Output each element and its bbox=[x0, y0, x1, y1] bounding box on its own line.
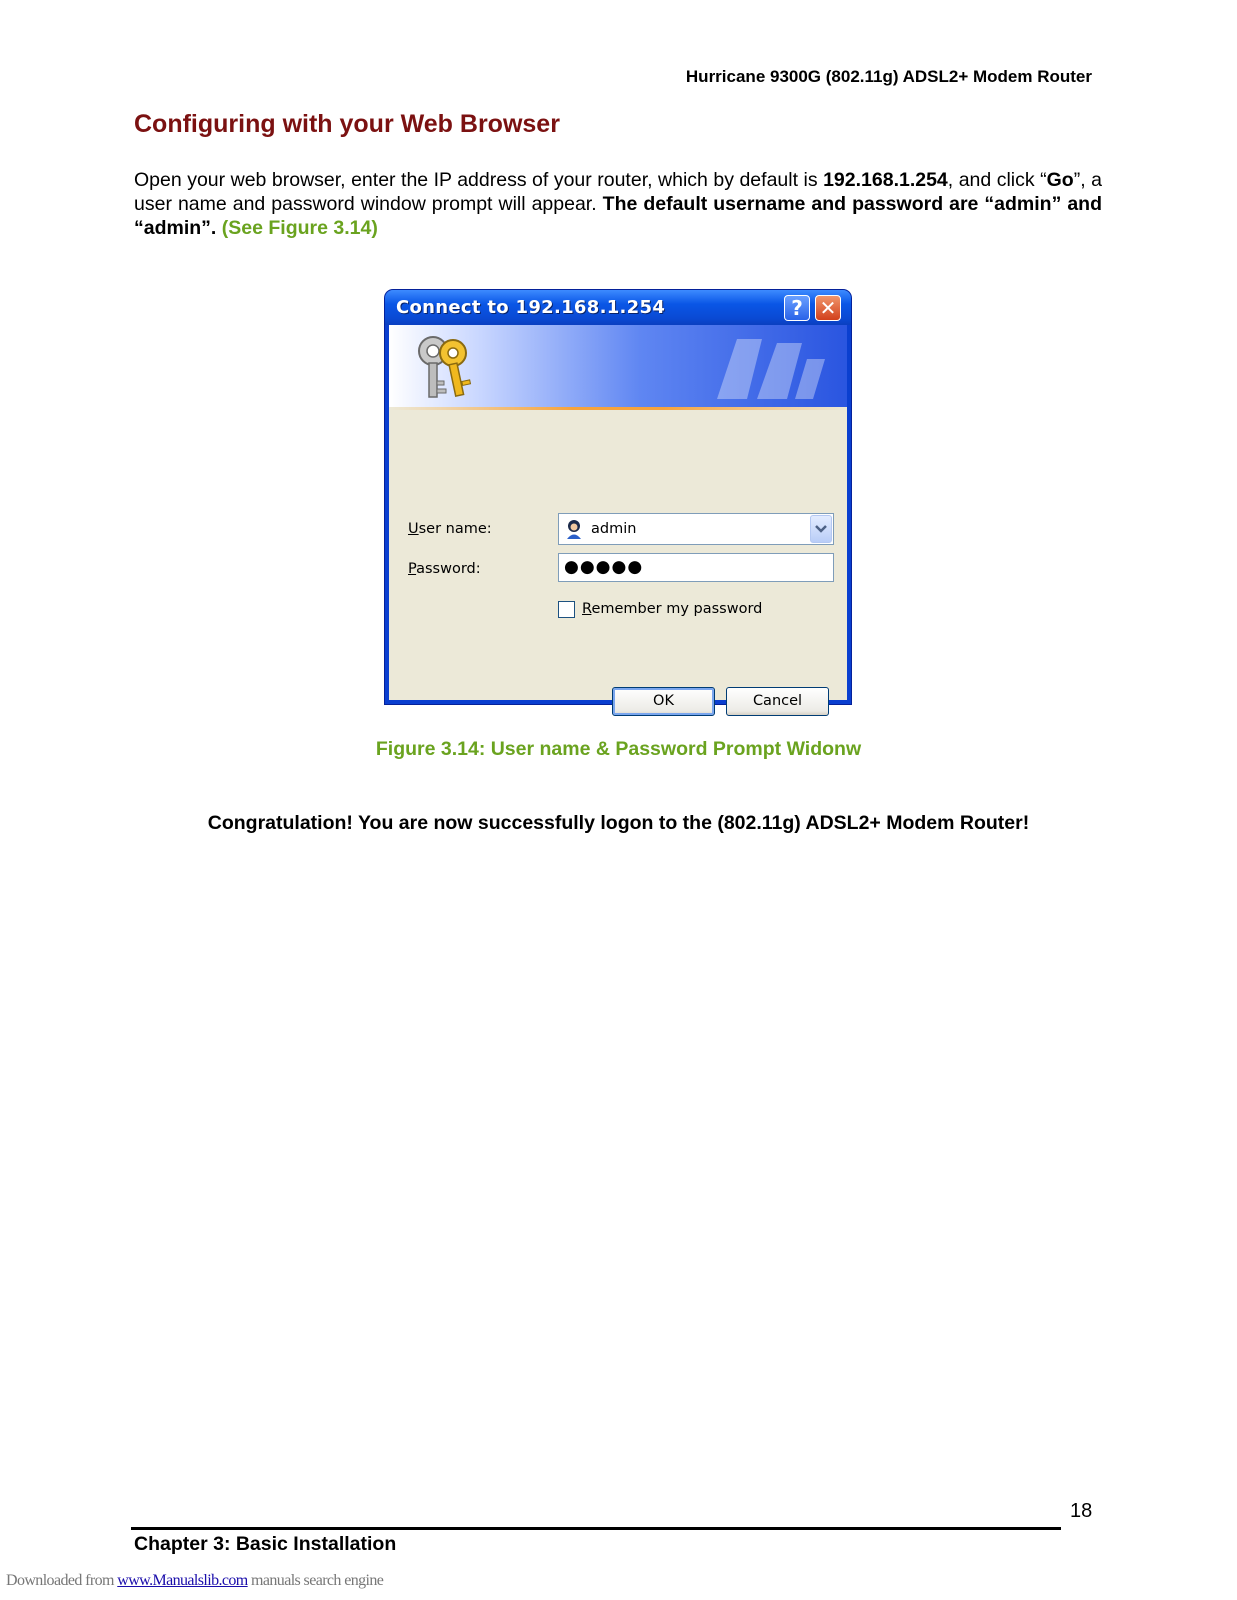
password-input[interactable] bbox=[558, 553, 834, 582]
default-credentials: The default username and password are “admin” and “admin”. bbox=[134, 193, 1103, 239]
password-label bbox=[408, 561, 481, 577]
intro-text-1: Open your web browser, enter the IP address of your router, which by default is bbox=[134, 169, 824, 191]
dialog-titlebar[interactable] bbox=[385, 290, 851, 325]
intro-text-2: , and click “ bbox=[947, 169, 1047, 191]
chevron-down-icon bbox=[811, 516, 831, 542]
remember-password-label[interactable] bbox=[582, 601, 762, 617]
remember-label-rest: emember my password bbox=[591, 601, 763, 617]
section-title: Configuring with your Web Browser bbox=[134, 110, 560, 138]
password-label-accel: P bbox=[408, 561, 417, 577]
footer-rule bbox=[131, 1527, 1061, 1530]
go-word: Go bbox=[1046, 169, 1074, 191]
password-mask: ●●●●● bbox=[564, 557, 644, 577]
download-suffix: manuals search engine bbox=[247, 1572, 384, 1589]
ok-button[interactable]: OK bbox=[612, 687, 715, 716]
figure-caption: Figure 3.14: User name & Password Prompt Widonw bbox=[375, 738, 862, 760]
username-label-rest: ser name: bbox=[418, 521, 492, 537]
intro-text-3: ”, a user name and password window prompt will appear. bbox=[134, 169, 1102, 215]
password-label-rest: assword: bbox=[416, 561, 481, 577]
page-number: 18 bbox=[1070, 1500, 1093, 1522]
intro-paragraph bbox=[134, 168, 1102, 240]
username-dropdown-button[interactable] bbox=[810, 515, 832, 543]
dialog-banner bbox=[389, 325, 847, 407]
remember-label-accel: R bbox=[582, 601, 592, 617]
cancel-button[interactable]: Cancel bbox=[726, 687, 829, 716]
username-value: admin bbox=[591, 521, 637, 537]
username-label bbox=[408, 521, 492, 537]
congratulation-message: Congratulation! You are now successfully logon to the (802.11g) ADSL2+ Modem Router! bbox=[207, 812, 1030, 834]
banner-decoration-icon bbox=[707, 329, 827, 405]
remember-password-checkbox[interactable] bbox=[558, 601, 575, 618]
manualslib-link[interactable]: www.Manualslib.com bbox=[117, 1572, 248, 1589]
running-header: Hurricane 9300G (802.11g) ADSL2+ Modem Router bbox=[685, 67, 1092, 86]
banner-accent-line bbox=[389, 407, 847, 410]
username-combobox[interactable] bbox=[558, 513, 834, 545]
download-note bbox=[6, 1572, 383, 1590]
default-ip: 192.168.1.254 bbox=[823, 169, 948, 191]
download-prefix: Downloaded from bbox=[6, 1572, 118, 1589]
keys-icon bbox=[411, 331, 477, 403]
login-dialog bbox=[385, 290, 851, 709]
close-button[interactable]: ✕ bbox=[815, 295, 841, 321]
figure-reference: (See Figure 3.14) bbox=[221, 217, 378, 239]
username-label-accel: U bbox=[408, 521, 419, 537]
chapter-label: Chapter 3: Basic Installation bbox=[134, 1533, 397, 1555]
user-avatar-icon bbox=[565, 519, 583, 539]
dialog-title: Connect to 192.168.1.254 bbox=[396, 297, 666, 318]
help-button[interactable]: ? bbox=[784, 295, 810, 321]
dialog-client-area bbox=[389, 325, 847, 709]
